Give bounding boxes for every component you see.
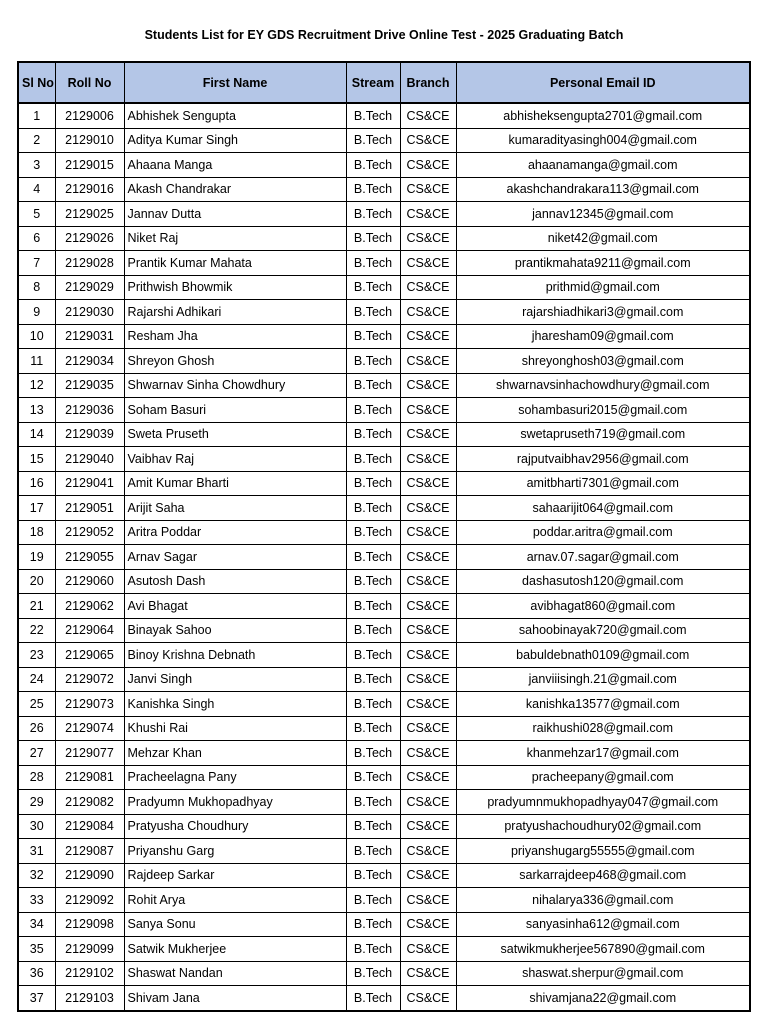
cell-email: jannav12345@gmail.com — [456, 202, 750, 227]
cell-stream: B.Tech — [346, 128, 400, 153]
cell-branch: CS&CE — [400, 863, 456, 888]
cell-stream: B.Tech — [346, 569, 400, 594]
cell-first-name: Shwarnav Sinha Chowdhury — [124, 373, 346, 398]
cell-email: pratyushachoudhury02@gmail.com — [456, 814, 750, 839]
cell-roll-no: 2129103 — [55, 986, 124, 1011]
cell-stream: B.Tech — [346, 814, 400, 839]
cell-first-name: Pracheelagna Pany — [124, 765, 346, 790]
cell-roll-no: 2129036 — [55, 398, 124, 423]
cell-first-name: Soham Basuri — [124, 398, 346, 423]
cell-stream: B.Tech — [346, 765, 400, 790]
table-row — [18, 937, 750, 962]
table-row — [18, 496, 750, 521]
cell-roll-no: 2129077 — [55, 741, 124, 766]
cell-email: jharesham09@gmail.com — [456, 324, 750, 349]
cell-stream: B.Tech — [346, 471, 400, 496]
cell-branch: CS&CE — [400, 373, 456, 398]
table-row — [18, 594, 750, 619]
cell-roll-no: 2129065 — [55, 643, 124, 668]
cell-first-name: Avi Bhagat — [124, 594, 346, 619]
cell-first-name: Resham Jha — [124, 324, 346, 349]
cell-first-name: Pradyumn Mukhopadhyay — [124, 790, 346, 815]
cell-email: sahaarijit064@gmail.com — [456, 496, 750, 521]
cell-first-name: Jannav Dutta — [124, 202, 346, 227]
students-table — [17, 61, 751, 1012]
cell-stream: B.Tech — [346, 300, 400, 325]
cell-roll-no: 2129055 — [55, 545, 124, 570]
cell-email: sanyasinha612@gmail.com — [456, 912, 750, 937]
cell-first-name: Arnav Sagar — [124, 545, 346, 570]
cell-sl-no: 18 — [18, 520, 55, 545]
cell-roll-no: 2129060 — [55, 569, 124, 594]
table-row — [18, 373, 750, 398]
cell-stream: B.Tech — [346, 251, 400, 276]
cell-roll-no: 2129099 — [55, 937, 124, 962]
cell-stream: B.Tech — [346, 153, 400, 178]
cell-email: niket42@gmail.com — [456, 226, 750, 251]
cell-email: shivamjana22@gmail.com — [456, 986, 750, 1011]
cell-email: babuldebnath0109@gmail.com — [456, 643, 750, 668]
cell-branch: CS&CE — [400, 520, 456, 545]
cell-roll-no: 2129074 — [55, 716, 124, 741]
cell-branch: CS&CE — [400, 226, 456, 251]
cell-email: rajputvaibhav2956@gmail.com — [456, 447, 750, 472]
cell-first-name: Asutosh Dash — [124, 569, 346, 594]
cell-email: kanishka13577@gmail.com — [456, 692, 750, 717]
cell-branch: CS&CE — [400, 667, 456, 692]
cell-stream: B.Tech — [346, 912, 400, 937]
cell-roll-no: 2129015 — [55, 153, 124, 178]
cell-email: prithmid@gmail.com — [456, 275, 750, 300]
cell-sl-no: 30 — [18, 814, 55, 839]
table-row — [18, 741, 750, 766]
cell-first-name: Rohit Arya — [124, 888, 346, 913]
cell-branch: CS&CE — [400, 177, 456, 202]
cell-email: shaswat.sherpur@gmail.com — [456, 961, 750, 986]
cell-sl-no: 29 — [18, 790, 55, 815]
cell-email: dashasutosh120@gmail.com — [456, 569, 750, 594]
cell-branch: CS&CE — [400, 716, 456, 741]
cell-sl-no: 14 — [18, 422, 55, 447]
cell-stream: B.Tech — [346, 349, 400, 374]
cell-first-name: Khushi Rai — [124, 716, 346, 741]
document-title: Students List for EY GDS Recruitment Drive Online Test - 2025 Graduating Batch — [144, 28, 624, 42]
cell-sl-no: 36 — [18, 961, 55, 986]
cell-branch: CS&CE — [400, 594, 456, 619]
cell-stream: B.Tech — [346, 103, 400, 128]
cell-email: nihalarya336@gmail.com — [456, 888, 750, 913]
cell-branch: CS&CE — [400, 618, 456, 643]
cell-roll-no: 2129006 — [55, 103, 124, 128]
cell-stream: B.Tech — [346, 667, 400, 692]
cell-first-name: Priyanshu Garg — [124, 839, 346, 864]
column-header-email: Personal Email ID — [456, 62, 750, 103]
table-row — [18, 422, 750, 447]
cell-sl-no: 7 — [18, 251, 55, 276]
cell-sl-no: 5 — [18, 202, 55, 227]
cell-sl-no: 3 — [18, 153, 55, 178]
cell-stream: B.Tech — [346, 716, 400, 741]
cell-branch: CS&CE — [400, 790, 456, 815]
column-header-first-name: First Name — [124, 62, 346, 103]
cell-branch: CS&CE — [400, 128, 456, 153]
cell-first-name: Niket Raj — [124, 226, 346, 251]
cell-stream: B.Tech — [346, 741, 400, 766]
cell-roll-no: 2129051 — [55, 496, 124, 521]
cell-email: pracheepany@gmail.com — [456, 765, 750, 790]
cell-branch: CS&CE — [400, 349, 456, 374]
cell-sl-no: 28 — [18, 765, 55, 790]
cell-sl-no: 21 — [18, 594, 55, 619]
cell-email: kumaradityasingh004@gmail.com — [456, 128, 750, 153]
cell-roll-no: 2129025 — [55, 202, 124, 227]
cell-roll-no: 2129082 — [55, 790, 124, 815]
cell-email: shwarnavsinhachowdhury@gmail.com — [456, 373, 750, 398]
table-row — [18, 961, 750, 986]
cell-roll-no: 2129084 — [55, 814, 124, 839]
cell-branch: CS&CE — [400, 692, 456, 717]
table-row — [18, 447, 750, 472]
cell-stream: B.Tech — [346, 863, 400, 888]
cell-email: raikhushi028@gmail.com — [456, 716, 750, 741]
cell-stream: B.Tech — [346, 422, 400, 447]
cell-stream: B.Tech — [346, 275, 400, 300]
table-row — [18, 545, 750, 570]
cell-first-name: Arijit Saha — [124, 496, 346, 521]
cell-email: avibhagat860@gmail.com — [456, 594, 750, 619]
cell-email: poddar.aritra@gmail.com — [456, 520, 750, 545]
cell-sl-no: 24 — [18, 667, 55, 692]
cell-roll-no: 2129092 — [55, 888, 124, 913]
cell-first-name: Satwik Mukherjee — [124, 937, 346, 962]
cell-email: rajarshiadhikari3@gmail.com — [456, 300, 750, 325]
cell-stream: B.Tech — [346, 324, 400, 349]
cell-first-name: Aditya Kumar Singh — [124, 128, 346, 153]
cell-first-name: Amit Kumar Bharti — [124, 471, 346, 496]
cell-sl-no: 25 — [18, 692, 55, 717]
cell-branch: CS&CE — [400, 986, 456, 1011]
table-row — [18, 398, 750, 423]
cell-stream: B.Tech — [346, 986, 400, 1011]
cell-roll-no: 2129090 — [55, 863, 124, 888]
cell-sl-no: 17 — [18, 496, 55, 521]
cell-branch: CS&CE — [400, 937, 456, 962]
cell-branch: CS&CE — [400, 961, 456, 986]
cell-stream: B.Tech — [346, 961, 400, 986]
cell-sl-no: 13 — [18, 398, 55, 423]
cell-email: prantikmahata9211@gmail.com — [456, 251, 750, 276]
cell-roll-no: 2129026 — [55, 226, 124, 251]
table-body — [18, 103, 750, 1011]
cell-sl-no: 32 — [18, 863, 55, 888]
cell-sl-no: 6 — [18, 226, 55, 251]
cell-roll-no: 2129028 — [55, 251, 124, 276]
cell-sl-no: 12 — [18, 373, 55, 398]
cell-roll-no: 2129062 — [55, 594, 124, 619]
cell-branch: CS&CE — [400, 251, 456, 276]
cell-roll-no: 2129035 — [55, 373, 124, 398]
cell-branch: CS&CE — [400, 765, 456, 790]
cell-roll-no: 2129034 — [55, 349, 124, 374]
cell-first-name: Rajarshi Adhikari — [124, 300, 346, 325]
cell-email: pradyumnmukhopadhyay047@gmail.com — [456, 790, 750, 815]
cell-sl-no: 11 — [18, 349, 55, 374]
cell-sl-no: 10 — [18, 324, 55, 349]
table-row — [18, 716, 750, 741]
cell-sl-no: 33 — [18, 888, 55, 913]
cell-sl-no: 8 — [18, 275, 55, 300]
cell-sl-no: 1 — [18, 103, 55, 128]
cell-email: swetapruseth719@gmail.com — [456, 422, 750, 447]
cell-roll-no: 2129031 — [55, 324, 124, 349]
cell-sl-no: 2 — [18, 128, 55, 153]
table-row — [18, 275, 750, 300]
cell-email: priyanshugarg55555@gmail.com — [456, 839, 750, 864]
cell-stream: B.Tech — [346, 594, 400, 619]
table-row — [18, 814, 750, 839]
cell-roll-no: 2129010 — [55, 128, 124, 153]
cell-first-name: Sanya Sonu — [124, 912, 346, 937]
cell-stream: B.Tech — [346, 643, 400, 668]
cell-first-name: Binayak Sahoo — [124, 618, 346, 643]
table-row — [18, 790, 750, 815]
cell-sl-no: 31 — [18, 839, 55, 864]
cell-branch: CS&CE — [400, 275, 456, 300]
cell-email: satwikmukherjee567890@gmail.com — [456, 937, 750, 962]
cell-sl-no: 9 — [18, 300, 55, 325]
cell-roll-no: 2129029 — [55, 275, 124, 300]
cell-first-name: Vaibhav Raj — [124, 447, 346, 472]
cell-sl-no: 23 — [18, 643, 55, 668]
cell-branch: CS&CE — [400, 888, 456, 913]
cell-stream: B.Tech — [346, 447, 400, 472]
cell-stream: B.Tech — [346, 545, 400, 570]
cell-sl-no: 16 — [18, 471, 55, 496]
cell-sl-no: 22 — [18, 618, 55, 643]
table-row — [18, 765, 750, 790]
cell-stream: B.Tech — [346, 520, 400, 545]
cell-first-name: Prithwish Bhowmik — [124, 275, 346, 300]
table-row — [18, 520, 750, 545]
cell-roll-no: 2129039 — [55, 422, 124, 447]
cell-first-name: Prantik Kumar Mahata — [124, 251, 346, 276]
cell-roll-no: 2129016 — [55, 177, 124, 202]
cell-branch: CS&CE — [400, 153, 456, 178]
table-header-row — [18, 62, 750, 103]
cell-first-name: Pratyusha Choudhury — [124, 814, 346, 839]
cell-sl-no: 4 — [18, 177, 55, 202]
cell-first-name: Aritra Poddar — [124, 520, 346, 545]
cell-branch: CS&CE — [400, 496, 456, 521]
cell-sl-no: 35 — [18, 937, 55, 962]
cell-first-name: Shreyon Ghosh — [124, 349, 346, 374]
cell-email: amitbharti7301@gmail.com — [456, 471, 750, 496]
cell-branch: CS&CE — [400, 839, 456, 864]
cell-email: janviiisingh.21@gmail.com — [456, 667, 750, 692]
cell-first-name: Mehzar Khan — [124, 741, 346, 766]
cell-stream: B.Tech — [346, 839, 400, 864]
cell-stream: B.Tech — [346, 937, 400, 962]
cell-sl-no: 19 — [18, 545, 55, 570]
cell-roll-no: 2129052 — [55, 520, 124, 545]
cell-stream: B.Tech — [346, 618, 400, 643]
table-row — [18, 128, 750, 153]
cell-stream: B.Tech — [346, 226, 400, 251]
cell-roll-no: 2129064 — [55, 618, 124, 643]
cell-stream: B.Tech — [346, 692, 400, 717]
cell-roll-no: 2129072 — [55, 667, 124, 692]
cell-branch: CS&CE — [400, 569, 456, 594]
cell-branch: CS&CE — [400, 422, 456, 447]
cell-branch: CS&CE — [400, 814, 456, 839]
table-row — [18, 324, 750, 349]
cell-branch: CS&CE — [400, 398, 456, 423]
cell-stream: B.Tech — [346, 373, 400, 398]
table-row — [18, 667, 750, 692]
cell-stream: B.Tech — [346, 398, 400, 423]
cell-first-name: Rajdeep Sarkar — [124, 863, 346, 888]
column-header-sl-no: Sl No — [18, 62, 55, 103]
table-row — [18, 912, 750, 937]
cell-sl-no: 37 — [18, 986, 55, 1011]
table-row — [18, 300, 750, 325]
cell-branch: CS&CE — [400, 447, 456, 472]
table-row — [18, 986, 750, 1011]
table-row — [18, 153, 750, 178]
table-row — [18, 692, 750, 717]
cell-stream: B.Tech — [346, 177, 400, 202]
cell-sl-no: 15 — [18, 447, 55, 472]
cell-email: abhisheksengupta2701@gmail.com — [456, 103, 750, 128]
cell-email: akashchandrakara113@gmail.com — [456, 177, 750, 202]
cell-first-name: Shaswat Nandan — [124, 961, 346, 986]
cell-first-name: Binoy Krishna Debnath — [124, 643, 346, 668]
cell-roll-no: 2129040 — [55, 447, 124, 472]
cell-branch: CS&CE — [400, 545, 456, 570]
cell-roll-no: 2129087 — [55, 839, 124, 864]
cell-branch: CS&CE — [400, 471, 456, 496]
cell-branch: CS&CE — [400, 103, 456, 128]
cell-roll-no: 2129030 — [55, 300, 124, 325]
table-row — [18, 569, 750, 594]
table-row — [18, 251, 750, 276]
cell-first-name: Abhishek Sengupta — [124, 103, 346, 128]
column-header-branch: Branch — [400, 62, 456, 103]
cell-sl-no: 20 — [18, 569, 55, 594]
cell-roll-no: 2129081 — [55, 765, 124, 790]
cell-first-name: Janvi Singh — [124, 667, 346, 692]
cell-sl-no: 26 — [18, 716, 55, 741]
cell-stream: B.Tech — [346, 790, 400, 815]
cell-first-name: Kanishka Singh — [124, 692, 346, 717]
table-row — [18, 643, 750, 668]
cell-branch: CS&CE — [400, 300, 456, 325]
cell-email: sahoobinayak720@gmail.com — [456, 618, 750, 643]
cell-email: shreyonghosh03@gmail.com — [456, 349, 750, 374]
cell-roll-no: 2129102 — [55, 961, 124, 986]
table-row — [18, 863, 750, 888]
cell-first-name: Shivam Jana — [124, 986, 346, 1011]
cell-email: khanmehzar17@gmail.com — [456, 741, 750, 766]
cell-first-name: Akash Chandrakar — [124, 177, 346, 202]
table-row — [18, 177, 750, 202]
cell-roll-no: 2129041 — [55, 471, 124, 496]
cell-stream: B.Tech — [346, 202, 400, 227]
cell-stream: B.Tech — [346, 888, 400, 913]
column-header-roll-no: Roll No — [55, 62, 124, 103]
cell-email: arnav.07.sagar@gmail.com — [456, 545, 750, 570]
table-row — [18, 618, 750, 643]
cell-first-name: Ahaana Manga — [124, 153, 346, 178]
column-header-stream: Stream — [346, 62, 400, 103]
cell-sl-no: 34 — [18, 912, 55, 937]
cell-email: ahaanamanga@gmail.com — [456, 153, 750, 178]
table-row — [18, 226, 750, 251]
table-row — [18, 103, 750, 128]
table-row — [18, 839, 750, 864]
cell-roll-no: 2129073 — [55, 692, 124, 717]
table-row — [18, 888, 750, 913]
cell-branch: CS&CE — [400, 643, 456, 668]
cell-email: sarkarrajdeep468@gmail.com — [456, 863, 750, 888]
cell-branch: CS&CE — [400, 912, 456, 937]
cell-email: sohambasuri2015@gmail.com — [456, 398, 750, 423]
cell-stream: B.Tech — [346, 496, 400, 521]
cell-sl-no: 27 — [18, 741, 55, 766]
table-row — [18, 349, 750, 374]
cell-first-name: Sweta Pruseth — [124, 422, 346, 447]
cell-roll-no: 2129098 — [55, 912, 124, 937]
cell-branch: CS&CE — [400, 324, 456, 349]
cell-branch: CS&CE — [400, 202, 456, 227]
cell-branch: CS&CE — [400, 741, 456, 766]
table-row — [18, 471, 750, 496]
table-row — [18, 202, 750, 227]
